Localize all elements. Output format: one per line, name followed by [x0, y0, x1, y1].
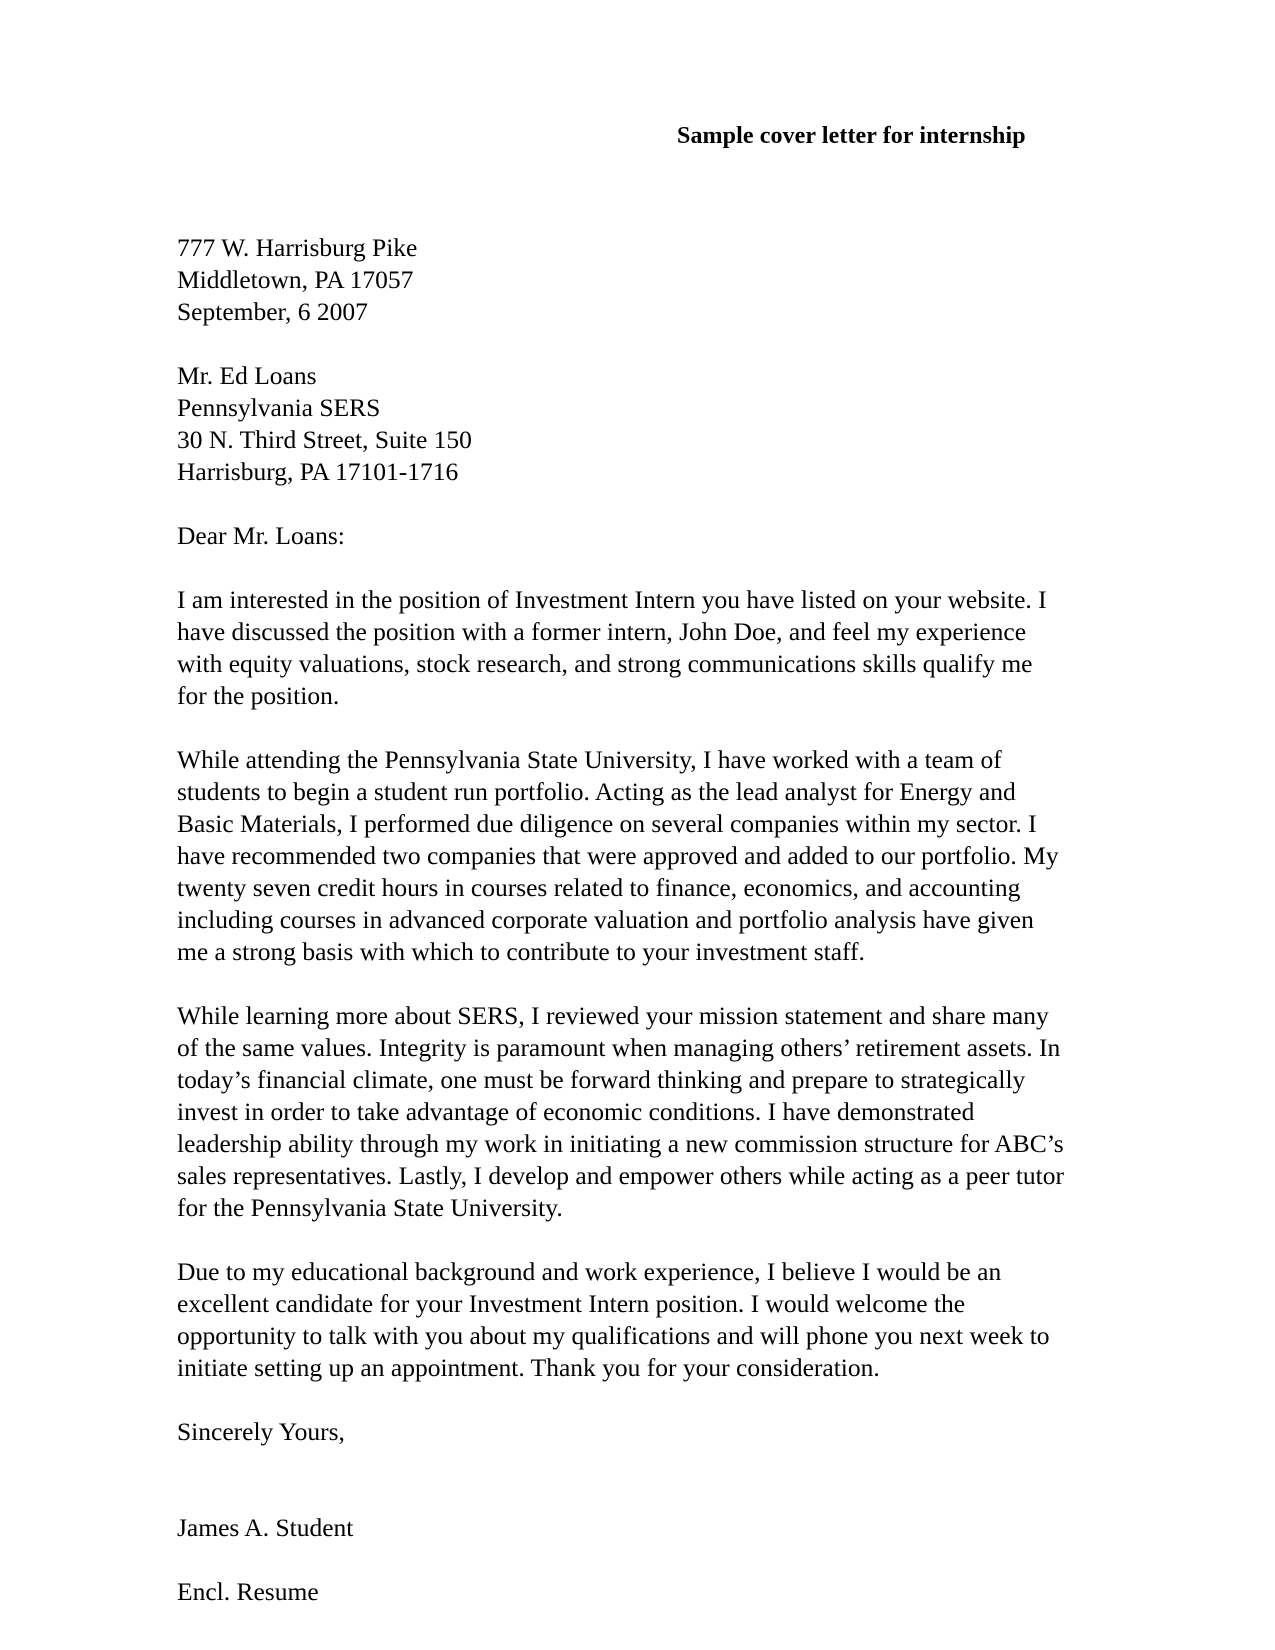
recipient-address-line: Mr. Ed Loans	[177, 361, 317, 390]
sender-address	[177, 232, 1067, 328]
spacer	[177, 1224, 1067, 1256]
spacer	[177, 968, 1067, 1000]
sender-address-line: 777 W. Harrisburg Pike	[177, 233, 418, 262]
spacer	[177, 328, 1067, 360]
signature-name: James A. Student	[177, 1513, 354, 1542]
recipient-address	[177, 360, 1067, 488]
recipient-address-line: Pennsylvania SERS	[177, 393, 381, 422]
body-paragraph: While attending the Pennsylvania State University, I have worked with a team of students to begin a student run portfolio. Acting as the lead analyst for Energy and Basic Materials, I performed due diligence on several companies within my sector. I have recommended two companies that were approved and added to our portfolio. My twenty seven credit hours in courses related to finance, economics, and accounting including courses in advanced corporate valuation and portfolio analysis have given me a strong basis with which to contribute to your investment staff.	[177, 745, 1059, 966]
body-paragraph: Due to my educational background and work experience, I believe I would be an excellent candidate for your Investment Intern position. I would welcome the opportunity to talk with you about my qualifications and will phone you next week to initiate setting up an appointment. Thank you for your consideration.	[177, 1257, 1050, 1382]
recipient-address-line: 30 N. Third Street, Suite 150	[177, 425, 472, 454]
letter-body	[177, 232, 1067, 1608]
page-title: Sample cover letter for internship	[677, 123, 1026, 149]
spacer	[177, 1384, 1067, 1416]
closing-salutation: Sincerely Yours,	[177, 1417, 345, 1446]
spacer	[177, 1544, 1067, 1576]
sender-address-line: Middletown, PA 17057	[177, 265, 414, 294]
body-paragraph: While learning more about SERS, I reviewed your mission statement and share many of the same values. Integrity is paramount when managing others’ retirement assets. In today’s financial climate, one must be forward thinking and prepare to strategically invest in order to take advantage of economic conditions. I have demonstrated leadership ability through my work in initiating a new commission structure for ABC’s sales representatives. Lastly, I develop and empower others while acting as a peer tutor for the Pennsylvania State University.	[177, 1001, 1064, 1222]
sender-address-line: September, 6 2007	[177, 297, 368, 326]
recipient-address-line: Harrisburg, PA 17101-1716	[177, 457, 459, 486]
enclosure-note: Encl. Resume	[177, 1577, 319, 1606]
spacer	[177, 712, 1067, 744]
spacer	[177, 552, 1067, 584]
body-paragraph: I am interested in the position of Investment Intern you have listed on your website. I have discussed the position with a former intern, John Doe, and feel my experience with equity valuations, stock research, and strong communications skills qualify me for the position.	[177, 585, 1047, 710]
spacer	[177, 488, 1067, 520]
salutation: Dear Mr. Loans:	[177, 521, 345, 550]
signature-space	[177, 1448, 1067, 1512]
